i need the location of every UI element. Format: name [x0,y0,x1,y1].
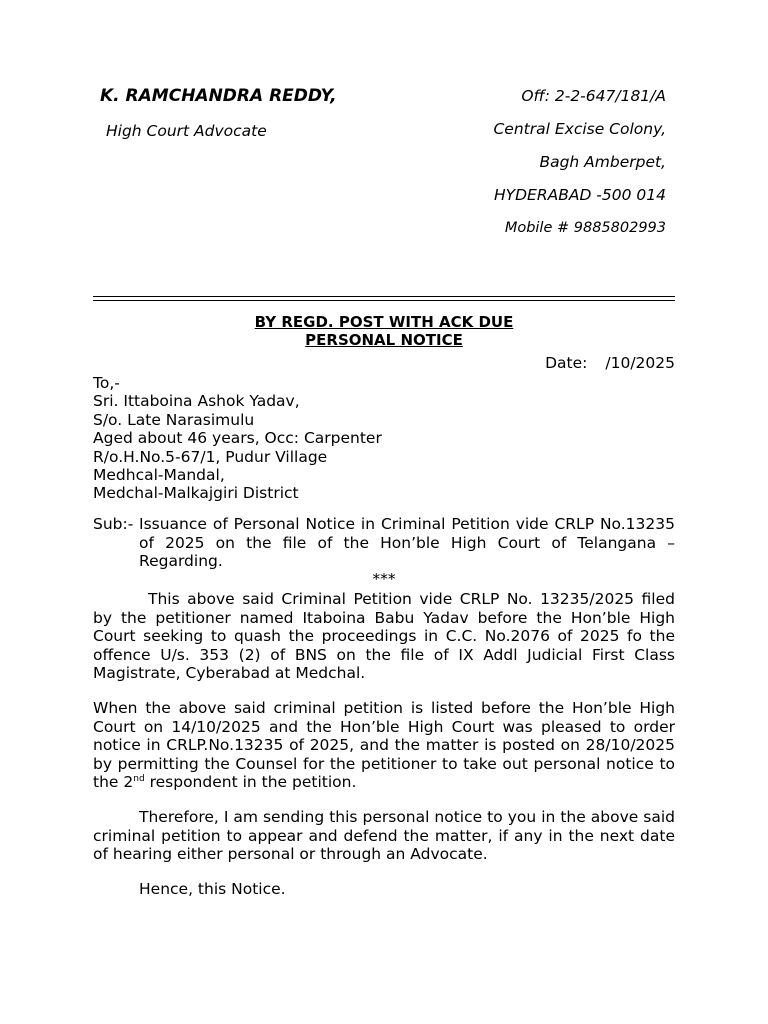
letterhead-divider-thin [93,300,675,301]
letterhead-divider [93,296,675,297]
address-city: HYDERABAD -500 014 [493,186,666,204]
recipient-age-occupation: Aged about 46 years, Occ: Carpenter [93,429,382,448]
recipient-mandal: Medhcal-Mandal, [93,466,225,485]
post-mode-heading: BY REGD. POST WITH ACK DUE [254,313,514,331]
date-label: Date: [545,354,588,372]
address-area: Bagh Amberpet, [539,153,666,171]
body-paragraph-1: This above said Criminal Petition vide CRLP No. 13235/2025 filed by the petitioner named Itaboina Babu Yadav before the Hon’ble High Court seeking to quash the proceedings in C.C. No.2076 of 2025 fo the offence U/s. 353 (2) of BNS on the file of IX Addl Judicial First Class Magistrate, Cyberabad at Medchal. [93,590,675,683]
separator-stars: *** [372,570,396,588]
recipient-house: R/o.H.No.5-67/1, Pudur Village [93,447,328,466]
notice-type-heading: PERSONAL NOTICE [305,331,463,349]
date-value: /10/2025 [605,354,675,372]
recipient-salutation: To,- [93,374,120,392]
para2-ordinal: nd [133,774,145,785]
recipient-district: Medchal-Malkajgiri District [93,484,299,503]
body-paragraph-3: Therefore, I am sending this personal notice to you in the above said criminal petition to appear and defend the matter, if any in the next date of hearing either personal or through an Advocate. [93,808,675,864]
body-paragraph-2 [93,699,675,792]
closing-line: Hence, this Notice. [139,880,286,898]
advocate-name: K. RAMCHANDRA REDDY, [100,86,337,106]
address-colony: Central Excise Colony, [493,120,666,138]
para2-end: respondent in the petition. [144,773,357,792]
advocate-title: High Court Advocate [106,122,267,140]
para2-main: When the above said criminal petition is listed before the Hon’ble High Court on 14/10/2025 and the Hon’ble High Court was pleased to order notice in CRLP.No.13235 of 2025, and the matter is posted on 28/10/2025 by permitting the Counsel for the petitioner to take out personal notice to the 2 [93,699,675,792]
mobile-number: Mobile # 9885802993 [504,220,666,236]
date-line [545,354,675,372]
recipient-parent: S/o. Late Narasimulu [93,410,255,429]
recipient-name: Sri. Ittaboina Ashok Yadav, [93,392,300,411]
recipient-block [93,374,382,503]
subject-label: Sub:- [93,515,134,533]
subject-text: Issuance of Personal Notice in Criminal Petition vide CRLP No.13235 of 2025 on the file of the Hon’ble High Court of Telangana – Regarding. [139,515,675,571]
address-office: Off: 2-2-647/181/A [521,87,666,105]
